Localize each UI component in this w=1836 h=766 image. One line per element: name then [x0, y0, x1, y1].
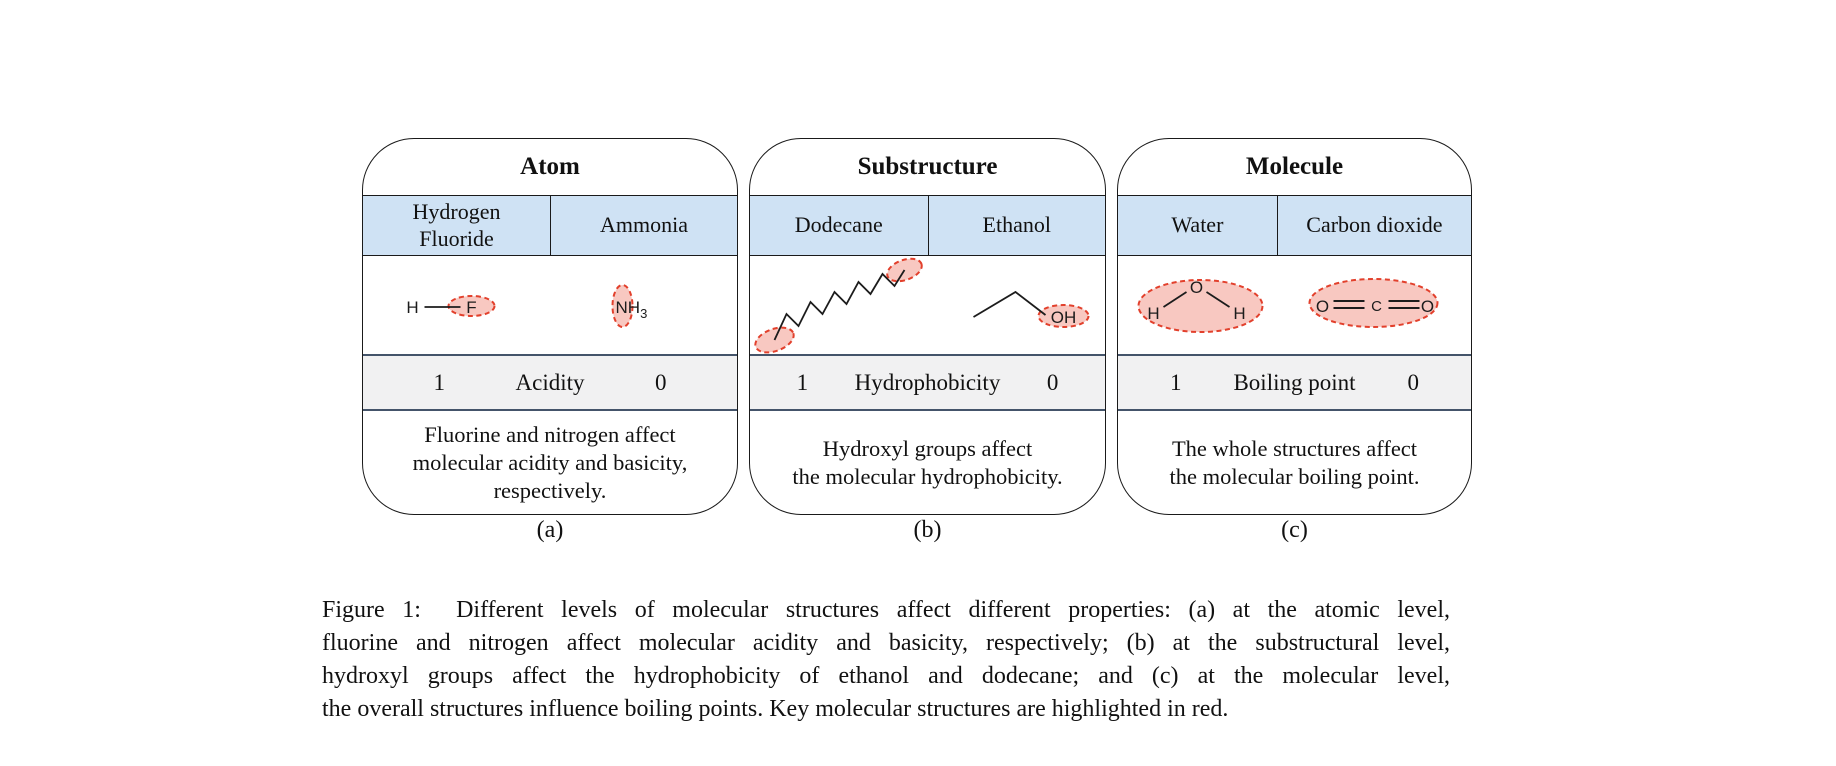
figure-caption-line: fluorine and nitrogen affect molecular acidity and basicity, respectively; (b) at the substructural level,: [322, 630, 1450, 656]
acidity-right-value: 0: [655, 369, 667, 395]
panel-molecule-structures: [1118, 256, 1471, 354]
acidity-left-value: 1: [433, 369, 445, 395]
water-o-atom: O: [1189, 278, 1204, 297]
boiling-point-label: Boiling point: [1233, 369, 1356, 395]
column-dodecane: [750, 196, 928, 255]
panel-molecule: [1117, 138, 1472, 515]
panel-substructure-structures: [750, 256, 1105, 354]
panel-substructure-caption: [750, 411, 1105, 514]
panel-molecule-title: Molecule: [1118, 139, 1471, 196]
acidity-label: Acidity: [515, 369, 585, 395]
panel-substructure-header-row: [750, 196, 1105, 256]
column-dodecane-label: Dodecane: [794, 212, 883, 238]
substructure-structures-drawing: [750, 256, 1105, 354]
panel-molecule-caption-line: The whole structures affect: [1171, 435, 1418, 461]
panel-atom-caption-line: respectively.: [493, 477, 607, 503]
hf-h-atom: H: [406, 298, 419, 317]
co2-c-atom: C: [1371, 298, 1382, 315]
panel-atom-structures: [363, 256, 737, 354]
figure-caption-line: the overall structures influence boiling points. Key molecular structures are highlighted in red.: [322, 696, 1229, 722]
figure-caption: [322, 594, 1450, 726]
ethanol-oh-group: OH: [1050, 308, 1077, 327]
column-ammonia: [550, 196, 737, 255]
dodecane-chain: [775, 270, 905, 340]
figure-panels: [362, 138, 1472, 515]
column-water: [1118, 196, 1277, 255]
panel-atom-property-row: [363, 354, 737, 411]
molecule-structures-drawing: [1118, 256, 1471, 354]
column-ammonia-label: Ammonia: [600, 212, 688, 238]
panel-substructure-title: Substructure: [750, 139, 1105, 196]
column-hydrogen-fluoride: [363, 196, 550, 255]
panel-atom-caption: [363, 411, 737, 514]
panel-molecule-header-row: [1118, 196, 1471, 256]
water-h-atom: H: [1147, 304, 1160, 323]
boiling-point-left-value: 1: [1169, 369, 1182, 395]
panel-molecule-caption-line: the molecular boiling point.: [1169, 463, 1420, 489]
column-carbon-dioxide: [1277, 196, 1471, 255]
column-ethanol: [928, 196, 1106, 255]
ethanol-chain: [974, 292, 1046, 317]
column-ethanol-label: Ethanol: [982, 212, 1051, 238]
hf-f-atom: F: [466, 298, 477, 317]
subfigure-label-a: (a): [536, 517, 564, 543]
column-carbon-dioxide-label: Carbon dioxide: [1306, 212, 1443, 238]
atom-structures-drawing: [363, 256, 737, 354]
water-h-atom: H: [1233, 304, 1246, 323]
boiling-point-right-value: 0: [1407, 369, 1419, 395]
panel-substructure-caption-line: Hydroxyl groups affect: [822, 435, 1033, 461]
subfigure-labels: [362, 517, 1472, 544]
panel-molecule-property-row: [1118, 354, 1471, 411]
panel-atom: [362, 138, 738, 515]
co2-o-atom: O: [1315, 297, 1330, 316]
column-water-label: Water: [1171, 212, 1224, 238]
hydrophobicity-left-value: 1: [796, 369, 809, 395]
hydrophobicity-label: Hydrophobicity: [854, 369, 1001, 395]
subfigure-label-b: (b): [913, 517, 942, 543]
panel-substructure: [749, 138, 1106, 515]
figure-caption-line: Figure 1: Different levels of molecular structures affect different properties: (a) at the atomic level,: [322, 597, 1450, 623]
co2-o-atom: O: [1420, 297, 1435, 316]
panel-atom-title: Atom: [363, 139, 737, 196]
column-hydrogen-fluoride-label: Hydrogen Fluoride: [412, 199, 501, 251]
figure-caption-line: hydroxyl groups affect the hydrophobicity of ethanol and dodecane; and (c) at the molecular level,: [322, 663, 1450, 689]
ammonia-formula: $NH_3$: [615, 298, 648, 321]
hydrophobicity-right-value: 0: [1046, 369, 1059, 395]
subfigure-label-c: (c): [1281, 517, 1308, 543]
panel-substructure-caption-line: the molecular hydrophobicity.: [792, 463, 1063, 489]
panel-atom-header-row: [363, 196, 737, 256]
panel-atom-caption-line: Fluorine and nitrogen affect: [424, 421, 676, 447]
panel-substructure-property-row: [750, 354, 1105, 411]
panel-atom-caption-line: molecular acidity and basicity,: [412, 449, 688, 475]
panel-molecule-caption: [1118, 411, 1471, 514]
